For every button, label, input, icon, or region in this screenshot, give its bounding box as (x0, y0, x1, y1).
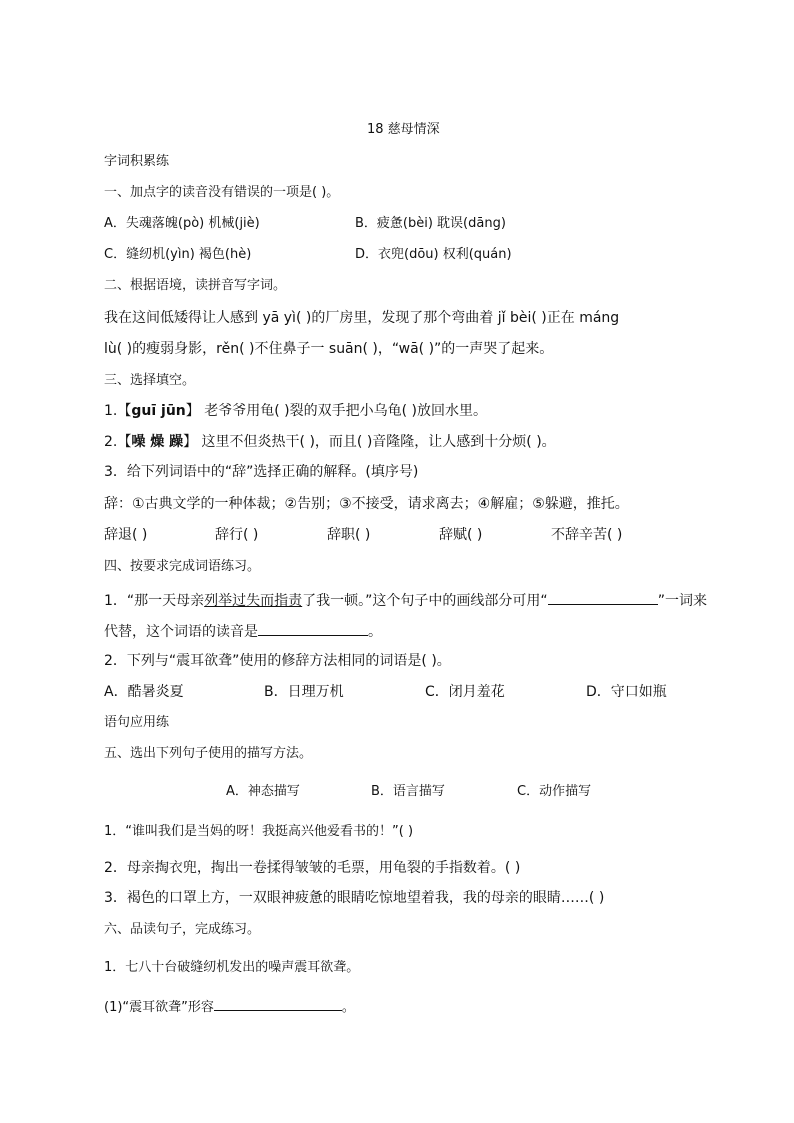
q4-option-a: A．酷暑炎夏 (104, 684, 184, 700)
q3-item-2 (104, 433, 556, 451)
q4-item-1-line-2 (104, 621, 382, 641)
q3-item-2-options: 噪 燥 躁 (131, 434, 184, 450)
q3-item-2-prefix: 2.【 (104, 434, 132, 450)
q4-item-1-underlined: 列举过失而指责 (204, 593, 303, 609)
q4-item-1-text-a: 1．“那一天母亲 (104, 593, 205, 609)
q5-stem: 五、选出下列句子使用的描写方法。 (104, 746, 313, 761)
q5-option-c: C．动作描写 (517, 784, 592, 799)
q3-item-1-text: 】 老爷爷用龟( )裂的双手把小乌龟( )放回水里。 (185, 403, 487, 419)
q5-option-b: B．语言描写 (371, 784, 445, 799)
q4-item-1-line-2-text: 代替，这个词语的读音是 (104, 624, 258, 640)
q6-sub-1 (104, 996, 355, 1017)
q4-option-b: B．日理万机 (264, 684, 344, 700)
q5-item-3: 3．褐色的口罩上方，一双眼神疲惫的眼睛吃惊地望着我，我的母亲的眼睛……( ) (104, 890, 605, 906)
q3-item-3: 3．给下列词语中的“辞”选择正确的解释。(填序号) (104, 464, 419, 480)
q5-item-1: 1．“谁叫我们是当妈的呀！我挺高兴他爱看书的！”( ) (104, 824, 414, 839)
q1-option-c: C．缝纫机(yìn) 褐色(hè) (104, 247, 252, 262)
q3-word-5: 不辞辛苦( ) (551, 527, 623, 543)
q6-sub-1-end: 。 (341, 1000, 355, 1015)
q1-option-a: A．失魂落魄(pò) 机械(jiè) (104, 216, 260, 231)
q1-option-b: B．疲惫(bèi) 耽误(dāng) (355, 216, 506, 231)
q2-passage-line-1: 我在这间低矮得让人感到 yā yì( )的厂房里，发现了那个弯曲着 jǐ bèi( )正在 máng (104, 310, 620, 326)
q3-word-2: 辞行( ) (215, 527, 259, 543)
q4-option-c: C．闭月羞花 (425, 684, 505, 700)
q3-stem: 三、选择填空。 (104, 373, 196, 388)
q3-item-1-options: guī jūn (131, 403, 186, 419)
q5-item-2: 2．母亲掏衣兜，掏出一卷揉得皱皱的毛票，用龟裂的手指数着。( ) (104, 860, 521, 876)
q3-item-2-text: 】 这里不但炎热干( )，而且( )音隆隆，让人感到十分烦( )。 (183, 434, 556, 450)
q3-word-3: 辞职( ) (327, 527, 371, 543)
q3-word-1: 辞退( ) (104, 527, 148, 543)
q6-stem: 六、品读句子，完成练习。 (104, 922, 261, 937)
q5-option-a: A．神态描写 (226, 784, 300, 799)
q4-item-1-line-2-end: 。 (368, 624, 382, 640)
q6-sub-1-text: (1)“震耳欲聋”形容 (104, 1000, 214, 1015)
q2-passage-line-2: lù( )的瘦弱身影，rěn( )不住鼻子一 suān( )，“wā( )”的一声哭了起来。 (104, 341, 554, 357)
q3-item-1 (104, 402, 487, 420)
q1-option-d: D．衣兜(dōu) 权利(quán) (355, 247, 512, 262)
q3-item-3-definitions: 辞：①古典文学的一种体裁；②告别；③不接受，请求离去；④解雇；⑤躲避，推托。 (104, 496, 629, 512)
section-heading-sentence: 语句应用练 (104, 715, 170, 730)
q4-item-1-answer-blank-pinyin[interactable] (258, 621, 368, 636)
q1-stem: 一、加点字的读音没有错误的一项是( )。 (104, 185, 340, 200)
q4-item-1-text-c: 了我一顿。”这个句子中的画线部分可用“ (302, 593, 548, 609)
q6-item-1: 1．七八十台破缝纫机发出的噪声震耳欲聋。 (104, 960, 360, 975)
q6-sub-1-answer-blank[interactable] (214, 996, 342, 1011)
q2-stem: 二、根据语境，读拼音写字词。 (104, 278, 287, 293)
q4-item-1 (104, 590, 707, 610)
q3-item-1-prefix: 1.【 (104, 403, 132, 419)
q4-option-d: D．守口如瓶 (586, 684, 667, 700)
page-title: 18 慈母情深 (367, 122, 440, 137)
q4-item-2: 2．下列与“震耳欲聋”使用的修辞方法相同的词语是( )。 (104, 653, 451, 669)
section-heading-word: 字词积累练 (104, 154, 170, 169)
q4-item-1-text-d: ”一词来 (657, 593, 707, 609)
q4-stem: 四、按要求完成词语练习。 (104, 559, 261, 574)
q3-word-4: 辞赋( ) (439, 527, 483, 543)
q4-item-1-answer-blank-word[interactable] (548, 590, 658, 605)
